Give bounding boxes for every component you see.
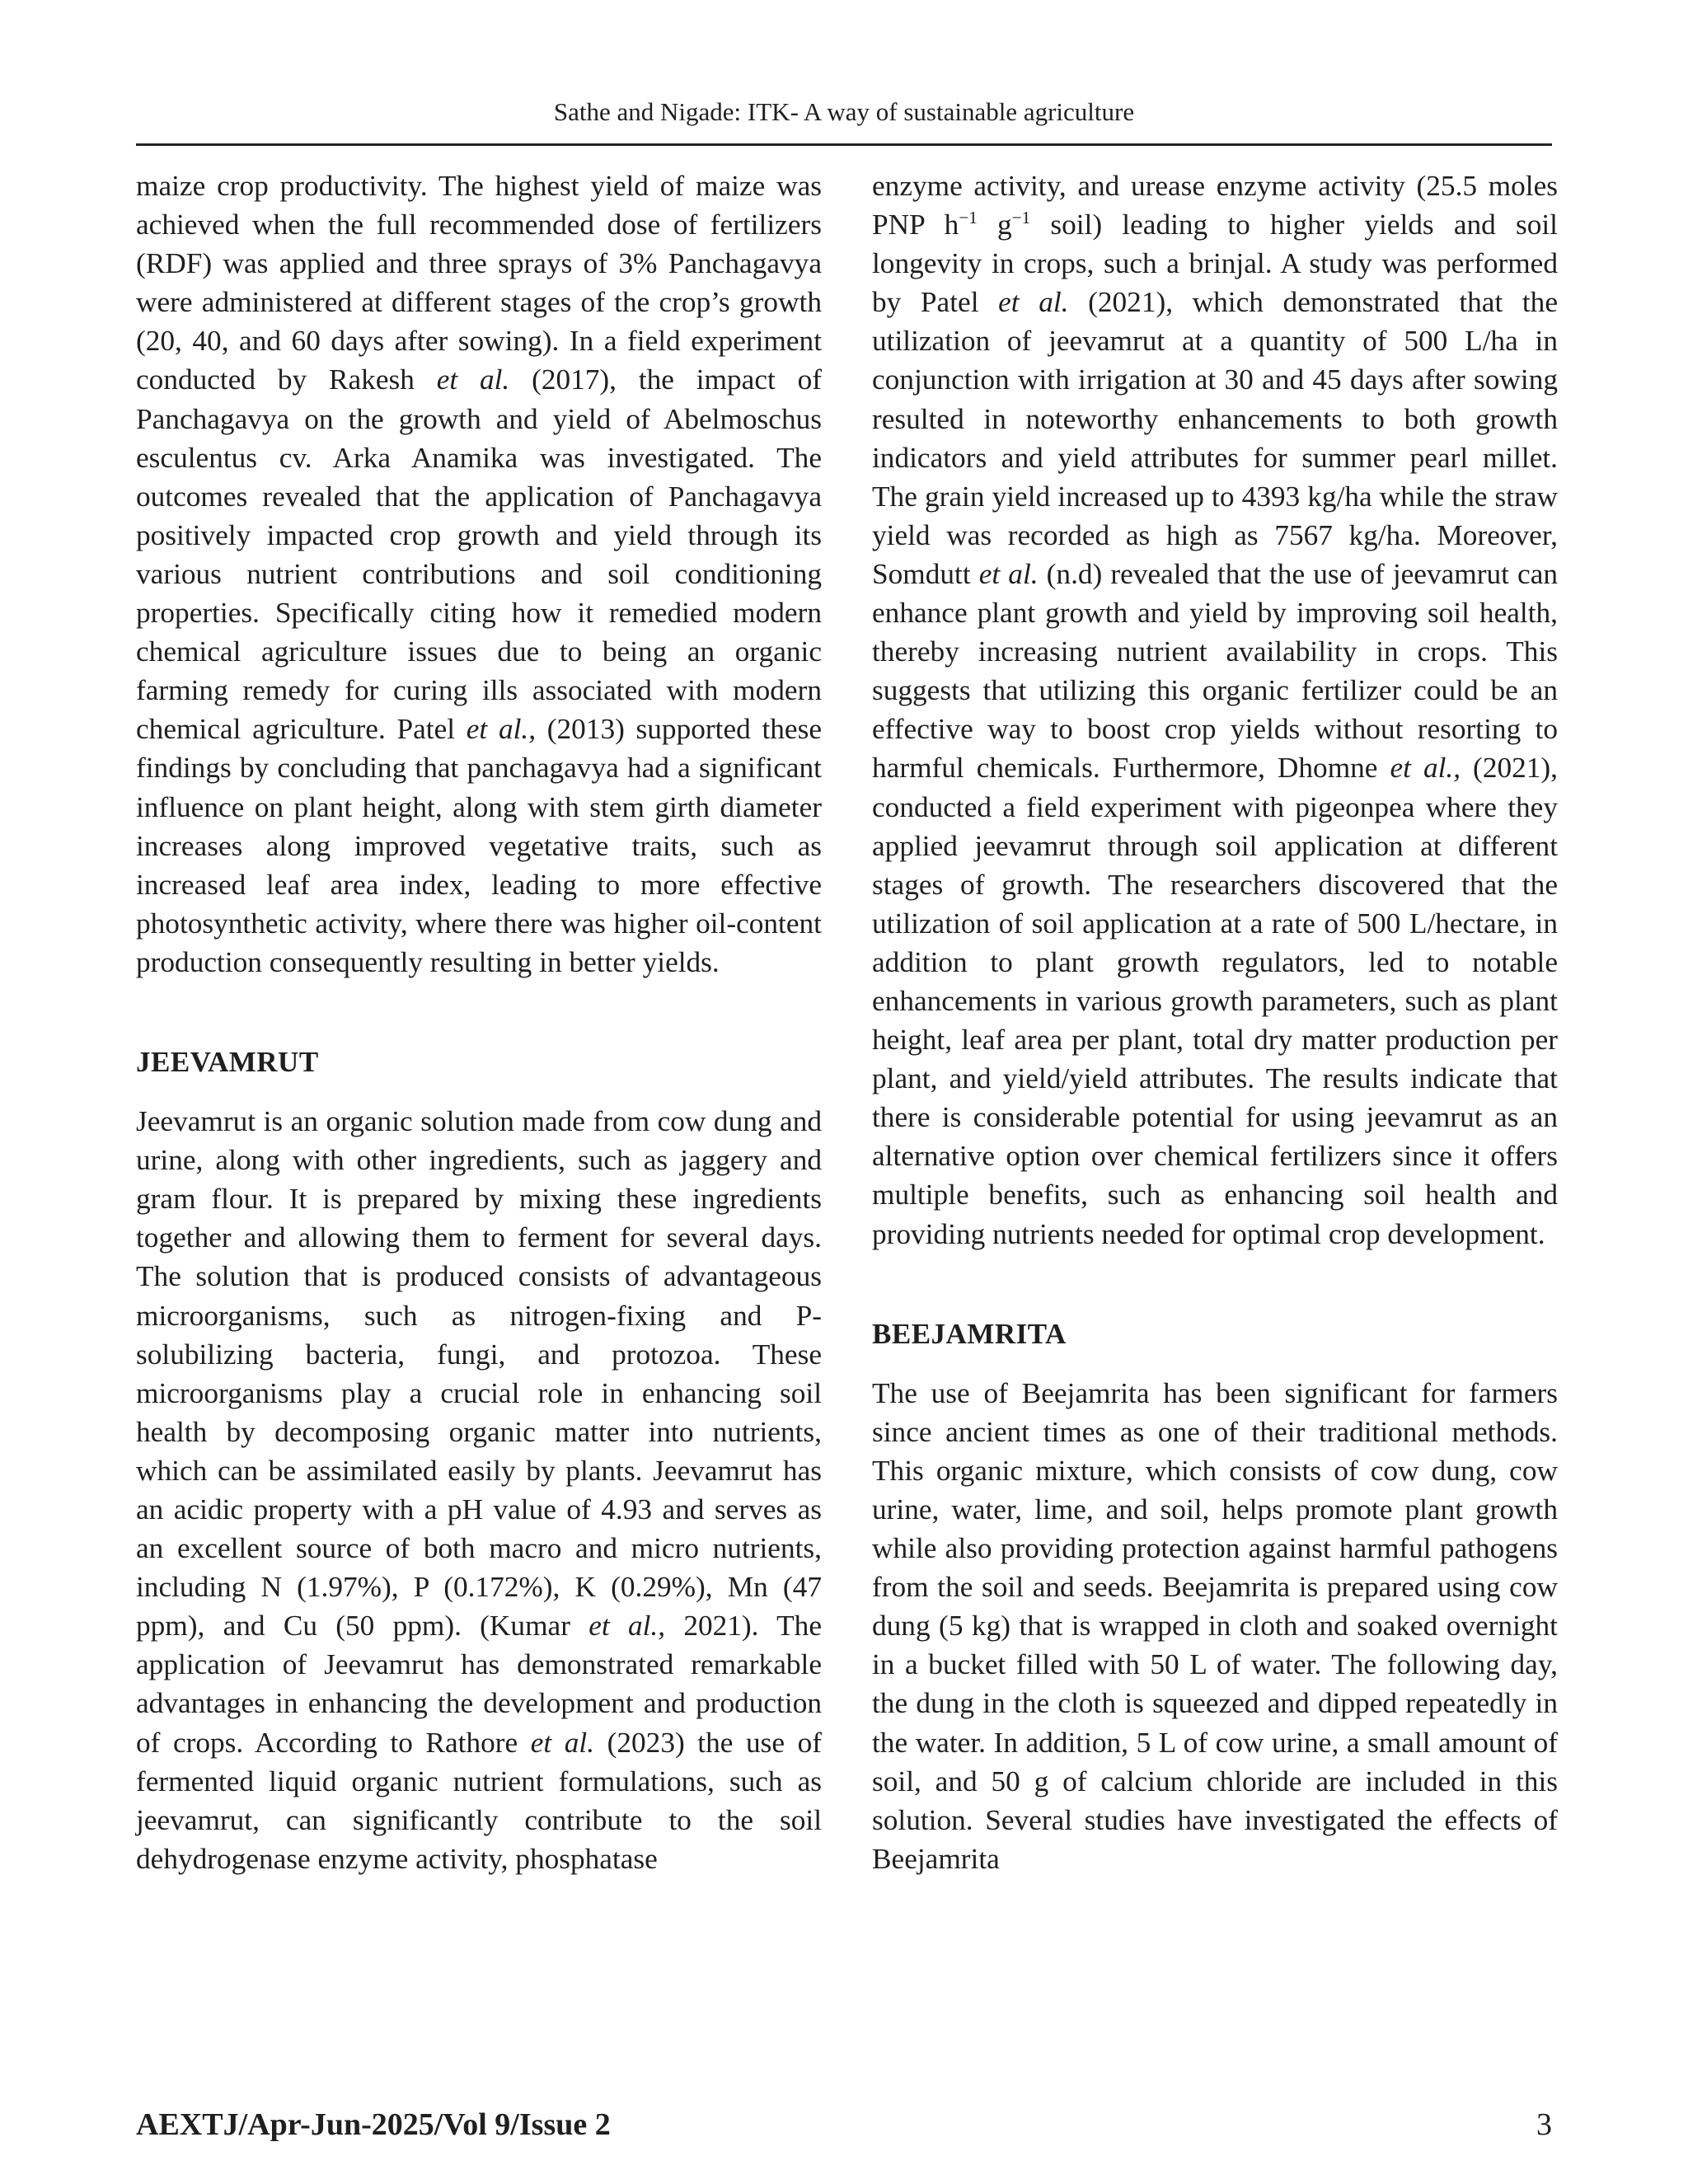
text-run: soil) leading to higher yields and soil longevity in crops, such a brinjal. A study was performed by Patel bbox=[872, 209, 1558, 319]
superscript: −1 bbox=[959, 208, 978, 228]
section-heading-beejamrita: BEEJAMRITA bbox=[872, 1317, 1067, 1350]
citation-et-al: et al. bbox=[530, 1726, 595, 1759]
citation-et-al: et al. bbox=[436, 363, 510, 396]
citation-et-al: et al., bbox=[588, 1610, 666, 1643]
citation-et-al: et al., bbox=[1390, 752, 1461, 785]
text-run: (2023) the use of fermented liquid organic nutrient formulations, such as jeevamrut, can significantly contribute to the soil dehydrogenase enzyme activity, phosphatase bbox=[136, 1726, 822, 1875]
citation-et-al: et al., bbox=[466, 713, 537, 746]
spacer bbox=[872, 1254, 1558, 1315]
paragraph-beejamrita: The use of Beejamrita has been significant for farmers since ancient times as one of their traditional methods. This organic mixture, which consists of cow dung, cow urine, water, lime, and soil, helps promote plant growth while also providing protection against harmful pathogens from the soil and seeds. Beejamrita is prepared using cow dung (5 kg) that is wrapped in cloth and soaked overnight in a bucket filled with 50 L of water. The following day, the dung in the cloth is squeezed and dipped repeatedly in the water. In addition, 5 L of cow urine, a small amount of soil, and 50 g of calcium chloride are included in this solution. Several studies have investigated the effects of Beejamrita bbox=[872, 1376, 1558, 1875]
text-run: (2017), the impact of Panchagavya on the growth and yield of Abelmoschus esculentus cv. Arka Anamika was investigated. The outcomes revealed that the application of Panchagavya positively impacted crop growth and yield through its various nutrient contributions and soil conditioning properties. Specifically citing how it remedied modern chemical agriculture issues due to being an organic farming remedy for curing ills associated with modern chemical agriculture. Patel bbox=[136, 363, 823, 746]
text-run: maize crop productivity. The highest yield of maize was achieved when the full recommended dose of fertilizers (RDF) was applied and three sprays of 3% Panchagavya were administered at different stages of the crop’s growth (20, 40, and 60 days after sowing). In a field experiment conducted by Rakesh bbox=[136, 170, 822, 396]
spacer bbox=[136, 1081, 822, 1102]
citation-et-al: et al. bbox=[998, 286, 1069, 319]
text-run: (n.d) revealed that the use of jeevamrut can enhance plant growth and yield by improving soil health, thereby increasing nutrient availability in crops. This suggests that utilizing this organic fertilizer could be an effective way to boost crop yields without resorting to harmful chemicals. Furthermore, Dhomne bbox=[872, 557, 1559, 785]
text-run: g bbox=[977, 209, 1012, 241]
paragraph-jeevamrut bbox=[136, 1102, 822, 1878]
paragraph-panchagavya-continued bbox=[136, 166, 822, 982]
spacer bbox=[136, 982, 822, 1043]
text-run: enzyme activity, and urease enzyme activity (25.5 moles PNP h bbox=[872, 170, 1558, 241]
footer-journal-info: AEXTJ/Apr-Jun-2025/Vol 9/Issue 2 bbox=[136, 2107, 611, 2142]
paragraph-jeevamrut-continued bbox=[872, 166, 1558, 1254]
right-column bbox=[872, 166, 1558, 1878]
text-run: (2021), conducted a field experiment with pigeonpea where they applied jeevamrut through soil application at different stages of growth. The researchers discovered that the utilization of soil application at a rate of 500 L/hectare, in addition to plant growth regulators, led to notable enhancements in various growth parameters, such as plant height, leaf area per plant, total dry matter production per plant, and yield/yield attributes. The results indicate that there is considerable potential for using jeevamrut as an alternative option over chemical fertilizers since it offers multiple benefits, such as enhancing soil health and providing nutrients needed for optimal crop development. bbox=[872, 752, 1558, 1250]
text-run: 2021). The application of Jeevamrut has demonstrated remarkable advantages in enhancing the development and production of crops. According to Rathore bbox=[136, 1610, 822, 1759]
spacer bbox=[872, 1353, 1558, 1374]
running-head: Sathe and Nigade: ITK- A way of sustainable agriculture bbox=[553, 97, 1135, 126]
left-column bbox=[136, 166, 822, 1878]
header-rule bbox=[136, 143, 1552, 146]
footer-page-number: 3 bbox=[1536, 2107, 1552, 2142]
section-heading-jeevamrut: JEEVAMRUT bbox=[136, 1045, 319, 1078]
citation-et-al: et al. bbox=[978, 557, 1039, 590]
text-run: (2013) supported these findings by concluding that panchagavya had a significant influence on plant height, along with stem girth diameter increases along improved vegetative traits, such as increased leaf area index, leading to more effective photosynthetic activity, where there was higher oil-content production consequently resulting in better yields. bbox=[136, 713, 822, 978]
text-run: (2021), which demonstrated that the utilization of jeevamrut at a quantity of 500 L/ha in conjunction with irrigation at 30 and 45 days after sowing resulted in noteworthy enhancements to both growth indicators and yield attributes for summer pearl millet. The grain yield increased up to 4393 kg/ha while the straw yield was recorded as high as 7567 kg/ha. Moreover, Somdutt bbox=[872, 286, 1558, 590]
text-run: Jeevamrut is an organic solution made from cow dung and urine, along with other ingredients, such as jaggery and gram flour. It is prepared by mixing these ingredients together and allowing them to ferment for several days. The solution that is produced consists of advantageous microorganisms, such as nitrogen-fixing and P-solubilizing bacteria, fungi, and protozoa. These microorganisms play a crucial role in enhancing soil health by decomposing organic matter into nutrients, which can be assimilated easily by plants. Jeevamrut has an acidic property with a pH value of 4.93 and serves as an excellent source of both macro and micro nutrients, including N (1.97%), P (0.172%), K (0.29%), Mn (47 ppm), and Cu (50 ppm). (Kumar bbox=[136, 1105, 822, 1643]
superscript: −1 bbox=[1011, 208, 1031, 228]
